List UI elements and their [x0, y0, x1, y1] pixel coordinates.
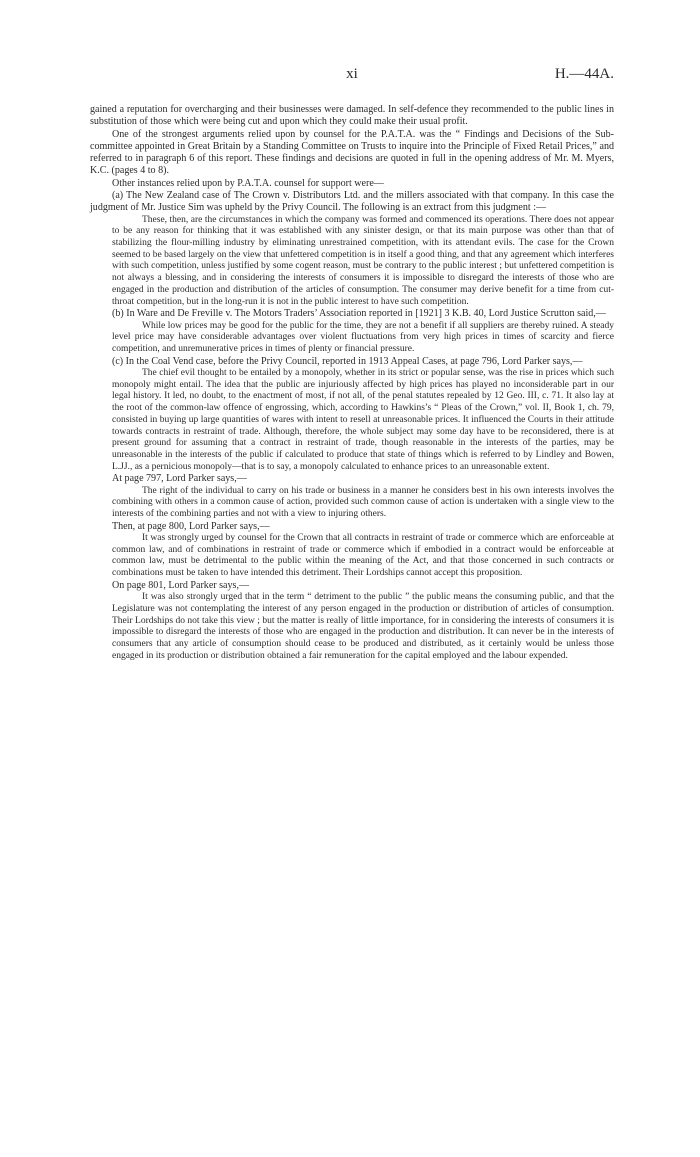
quote-parker-801: It was also strongly urged that in the term “ detriment to the public ” the public means the consuming public, and that the Legislature was not contemplating the interest of any person engaged in the production or distribution of articles of consumption. Their Lordships do not take this view ; but the matter is really of little importance, for in considering the interests of consumers it is impossible to disregard the interests of those who are engaged in the production and distribution. It can never be in the interests of consumers that any article of consumption should cease to be produced and distributed, as it certainly would be unless those engaged in its production or distribution obtained a fair remuneration for the capital employed and the labour expended. [112, 592, 614, 661]
quote-scrutton: While low prices may be good for the public for the time, they are not a benefit if all suppliers are thereby ruined. A steady level price may have considerable advantages over violent fluctuations from very high prices in times of scarcity and fierce competition, and unremunerative prices in times of plenty or financial pressure. [112, 320, 614, 354]
page-number: xi [346, 66, 358, 82]
quote-parker-800: It was strongly urged by counsel for the Crown that all contracts in restraint of trade or commerce which are enforceable at common law, and of combinations in restraint of trade or commerce which if embodied in a contract would be enforceable at common law, must be detrimental to the public within the meaning of the Act, and that those concerned in such contracts or combinations must be taken to have intended this detriment. Their Lordships cannot accept this proposition. [112, 533, 614, 579]
quote-parker-797: The right of the individual to carry on his trade or business in a manner he considers best in his own interests involves the combining with others in a common cause of action, provided such common cause of action is undertaken with a single view to the interests of the combining parties and not with a view to injuring others. [112, 485, 614, 520]
paragraph-page-801: On page 801, Lord Parker says,— [112, 579, 249, 591]
paragraph-case-b: (b) In Ware and De Freville v. The Motors Traders’ Association reported in [1921] 3 K.B. 40, Lord Justice Scrutton said,— [112, 308, 606, 320]
quote-sim-judgment: These, then, are the circumstances in which the company was formed and commenced its operations. There does not appear to be any reason for thinking that it was established with any sinister design, or that its main purpose was other than that of stabilizing the flour-milling industry by eliminating unrestrained competition, with its attendant evils. The case for the Crown seemed to be based largely on the view that unfettered competition is in itself a good thing, and that any agreement which interferes with such competition, unless justified by some cogent reason, must be contrary to the public interest ; but unfettered competition is not always a blessing, and in considering the interests of consumers it is impossible to disregard the interests of those who are engaged in the production and distribution of the articles of consumption. The consumer may derive benefit for a time from cut-throat competition, but in the long-run it is not in the public interest to have such competition. [112, 214, 614, 307]
paragraph-case-a: (a) The New Zealand case of The Crown v. Distributors Ltd. and the millers associated with that company. In this case the judgment of Mr. Justice Sim was upheld by the Privy Council. The following is an extract from this judgment :— [90, 190, 614, 214]
page-header [90, 66, 614, 86]
paragraph-other-instances: Other instances relied upon by P.A.T.A. counsel for support were— [112, 177, 384, 189]
paragraph-pata-findings: One of the strongest arguments relied upon by counsel for the P.A.T.A. was the “ Findings and Decisions of the Sub-committee appointed in Great Britain by a Standing Committee on Trusts to inquire into the Principle of Fixed Retail Prices,” and referred to in paragraph 6 of this report. These findings and decisions are quoted in full in the opening address of Mr. M. Myers, K.C. (pages 4 to 8). [90, 128, 614, 177]
page-body [90, 104, 614, 662]
document-reference: H.—44A. [554, 66, 614, 82]
paragraph-page-800: Then, at page 800, Lord Parker says,— [112, 520, 270, 532]
paragraph-continuation: gained a reputation for overcharging and their businesses were damaged. In self-defence they recommended to the public lines in substitution of those which were being cut and upon which they could make their usual profit. [90, 104, 614, 128]
quote-parker-796: The chief evil thought to be entailed by a monopoly, whether in its strict or popular sense, was the rise in prices which such monopoly might entail. The idea that the public are injuriously affected by high prices has played no inconsiderable part in our legal history. It led, no doubt, to the enactment of most, if not all, of the penal statutes repealed by 12 Geo. III, c. 71. It also lay at the root of the common-law offence of engrossing, which, according to Hawkins’s “ Pleas of the Crown,” vol. II, Book 1, ch. 79, consisted in buying up large quantities of wares with intent to resell at unreasonable prices. It influenced the Courts in their attitude towards contracts in restraint of trade. Although, therefore, the whole subject may some day have to be reconsidered, there is at present ground for assuming that a contract in restraint of trade, though reasonable in the interests of the parties, may be unreasonable in the interests of the public if calculated to produce that state of things which is referred to by Lindley and Bowen, L.JJ., as a pernicious monopoly—that is to say, a monopoly calculated to enhance prices to an unreasonable extent. [112, 368, 614, 472]
paragraph-page-797: At page 797, Lord Parker says,— [112, 473, 247, 485]
paragraph-case-c: (c) In the Coal Vend case, before the Privy Council, reported in 1913 Appeal Cases, at page 796, Lord Parker says,— [112, 355, 583, 367]
